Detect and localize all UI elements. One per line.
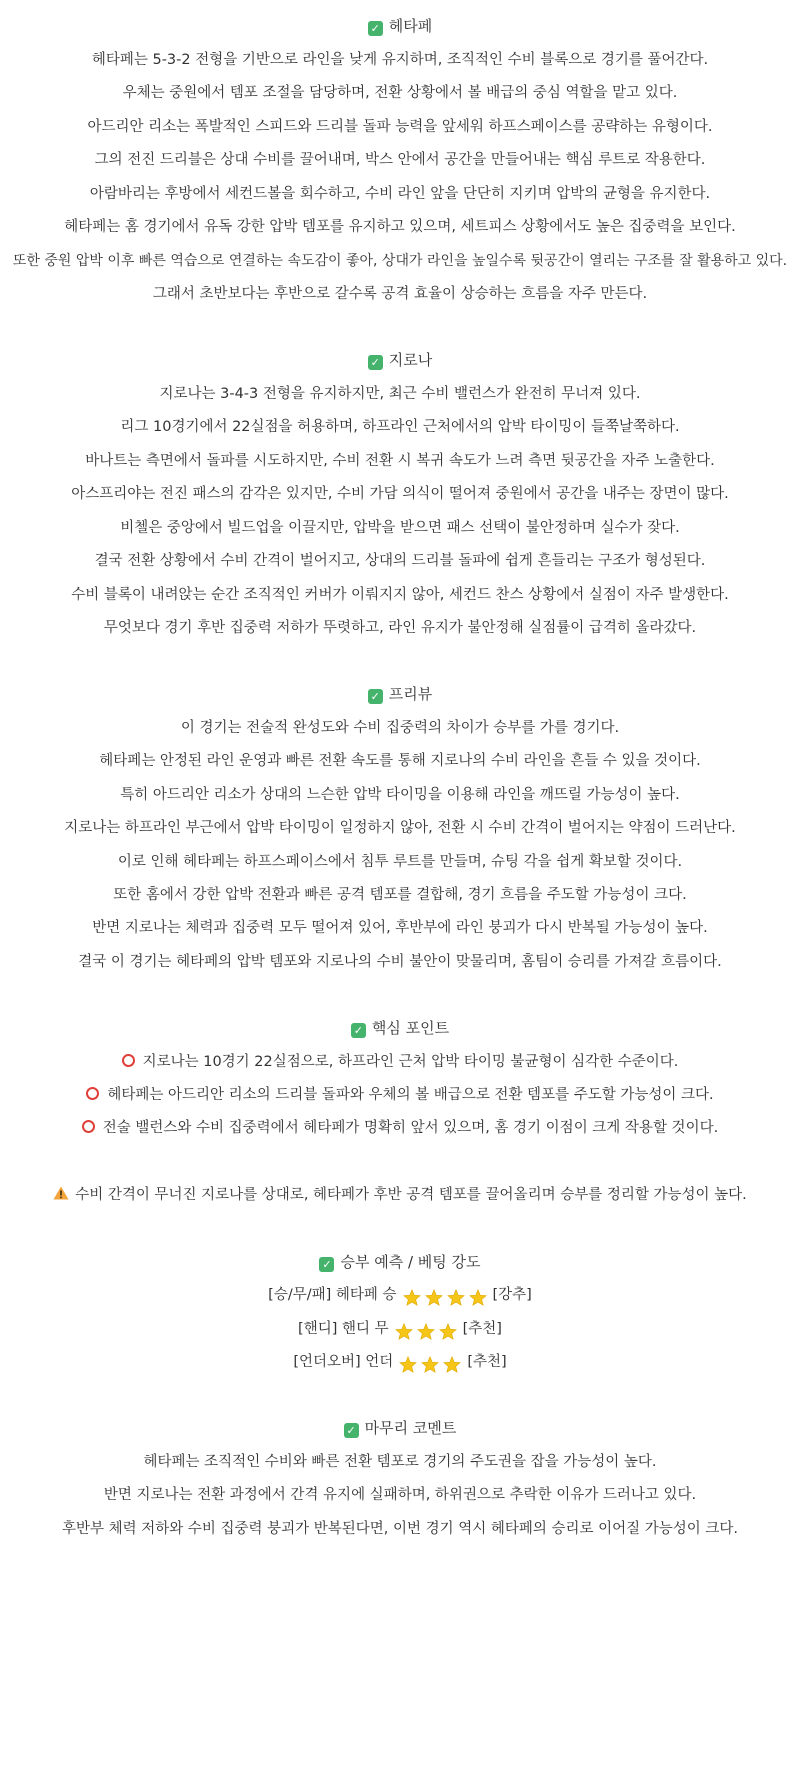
paragraph-line: 이 경기는 전술적 완성도와 수비 집중력의 차이가 승부를 가를 경기다. (180, 720, 620, 736)
paragraph-line: 아스프리야는 전진 패스의 감각은 있지만, 수비 가담 의식이 떨어져 중원에서 공간을 내주는 장면이 많다. (71, 486, 729, 502)
star-icon (403, 1289, 421, 1306)
star-icon (395, 1323, 413, 1340)
section-heading-hetafe (0, 16, 800, 36)
section-title: 프리뷰 (388, 685, 433, 703)
paragraph-line: 수비 블록이 내려앉는 순간 조직적인 커버가 이뤄지지 않아, 세컨드 찬스 상황에서 실점이 자주 발생한다. (71, 587, 729, 603)
key-point-text: 전술 밸런스와 수비 집중력에서 헤타페가 명확히 앞서 있으며, 홈 경기 이점이 크게 작용할 것이다. (102, 1120, 719, 1136)
section-title: 승부 예측 / 베팅 강도 (340, 1253, 481, 1271)
paragraph-line: 그의 전진 드리블은 상대 수비를 끌어내며, 박스 안에서 공간을 만들어내는 핵심 루트로 작용한다. (94, 152, 706, 168)
section-title: 헤타페 (388, 17, 433, 35)
star-icon (417, 1323, 435, 1340)
section-heading-key-points (0, 1018, 800, 1038)
bet-strength: [강추] (492, 1287, 532, 1303)
bet-label: [핸디] 핸디 무 (298, 1321, 389, 1337)
paragraph-line: 결국 전환 상황에서 수비 간격이 벌어지고, 상대의 드리블 돌파에 쉽게 흔들리는 구조가 형성된다. (94, 553, 706, 569)
bet-label: [승/무/패] 헤타페 승 (268, 1287, 397, 1303)
paragraph-line: 반면 지로나는 전환 과정에서 간격 유지에 실패하며, 하위권으로 추락한 이유가 드러나고 있다. (103, 1487, 697, 1503)
warning-note (0, 1185, 800, 1205)
paragraph-line: 아드리안 리소는 폭발적인 스피드와 드리블 돌파 능력을 앞세워 하프스페이스를 공략하는 유형이다. (87, 119, 713, 135)
star-rating (393, 1321, 459, 1341)
paragraph-line: 그래서 초반보다는 후반으로 갈수록 공격 효율이 상승하는 흐름을 자주 만든다. (152, 286, 648, 302)
star-icon (421, 1356, 439, 1373)
bet-strength: [추천] (467, 1354, 507, 1370)
paragraph-line: 특히 아드리안 리소가 상대의 느슨한 압박 타이밍을 이용해 라인을 깨뜨릴 가능성이 높다. (120, 787, 680, 803)
check-mark-icon: ✓ (344, 1423, 359, 1438)
check-mark-icon: ✓ (368, 21, 383, 36)
check-mark-icon: ✓ (368, 689, 383, 704)
warning-icon (53, 1186, 69, 1200)
section-title: 지로나 (388, 351, 433, 369)
star-icon (469, 1289, 487, 1306)
paragraph-line: 무엇보다 경기 후반 집중력 저하가 뚜렷하고, 라인 유지가 불안정해 실점률이 급격히 올라갔다. (103, 620, 697, 636)
paragraph-line: 또한 홈에서 강한 압박 전환과 빠른 공격 템포를 결합해, 경기 흐름을 주도할 가능성이 크다. (113, 887, 687, 903)
key-point-item (0, 1118, 800, 1138)
bet-line (0, 1285, 800, 1307)
key-point-text: 헤타페는 아드리안 리소의 드리블 돌파와 우체의 볼 배급으로 전환 템포를 주도할 가능성이 크다. (107, 1087, 714, 1103)
paragraph-line: 리그 10경기에서 22실점을 허용하며, 하프라인 근처에서의 압박 타이밍이 들쭉날쭉하다. (120, 419, 680, 435)
bet-strength: [추천] (462, 1321, 502, 1337)
paragraph-line: 우체는 중원에서 템포 조절을 담당하며, 전환 상황에서 볼 배급의 중심 역할을 맡고 있다. (122, 85, 678, 101)
key-point-text: 지로나는 10경기 22실점으로, 하프라인 근처 압박 타이밍 불균형이 심각한 수준이다. (142, 1054, 679, 1070)
star-rating (401, 1287, 489, 1307)
paragraph-line: 헤타페는 조직적인 수비와 빠른 전환 템포로 경기의 주도권을 잡을 가능성이 높다. (143, 1454, 657, 1470)
key-point-item (0, 1085, 800, 1105)
paragraph-line: 이로 인해 헤타페는 하프스페이스에서 침투 루트를 만들며, 슈팅 각을 쉽게 확보할 것이다. (117, 854, 683, 870)
check-mark-icon: ✓ (319, 1257, 334, 1272)
bet-line (0, 1352, 800, 1374)
red-circle-icon (82, 1120, 95, 1133)
paragraph-line: 후반부 체력 저하와 수비 집중력 붕괴가 반복된다면, 이번 경기 역시 헤타페의 승리로 이어질 가능성이 크다. (61, 1521, 739, 1537)
paragraph-line: 바나트는 측면에서 돌파를 시도하지만, 수비 전환 시 복귀 속도가 느려 측면 뒷공간을 자주 노출한다. (85, 453, 715, 469)
paragraph-line: 또한 중원 압박 이후 빠른 역습으로 연결하는 속도감이 좋아, 상대가 라인을 높일수록 뒷공간이 열리는 구조를 잘 활용하고 있다. (12, 253, 788, 269)
check-mark-icon: ✓ (368, 355, 383, 370)
section-title: 마무리 코멘트 (364, 1419, 457, 1437)
check-mark-icon: ✓ (351, 1023, 366, 1038)
star-icon (443, 1356, 461, 1373)
star-icon (447, 1289, 465, 1306)
paragraph-line: 비첼은 중앙에서 빌드업을 이끌지만, 압박을 받으면 패스 선택이 불안정하며 실수가 잦다. (120, 520, 680, 536)
key-point-item (0, 1052, 800, 1072)
paragraph-line: 아람바리는 후방에서 세컨드볼을 회수하고, 수비 라인 앞을 단단히 지키며 압박의 균형을 유지한다. (89, 186, 711, 202)
warning-text: 수비 간격이 무너진 지로나를 상대로, 헤타페가 후반 공격 템포를 끌어올리며 승부를 정리할 가능성이 높다. (75, 1187, 747, 1203)
paragraph-line: 헤타페는 5-3-2 전형을 기반으로 라인을 낮게 유지하며, 조직적인 수비 블록으로 경기를 풀어간다. (91, 52, 709, 68)
paragraph-line: 지로나는 하프라인 부근에서 압박 타이밍이 일정하지 않아, 전환 시 수비 간격이 벌어지는 약점이 드러난다. (64, 820, 736, 836)
section-heading-prediction (0, 1252, 800, 1272)
section-heading-preview (0, 684, 800, 704)
paragraph-line: 지로나는 3-4-3 전형을 유지하지만, 최근 수비 밸런스가 완전히 무너져 있다. (159, 386, 641, 402)
star-icon (439, 1323, 457, 1340)
section-title: 핵심 포인트 (371, 1019, 450, 1037)
star-icon (425, 1289, 443, 1306)
bet-line (0, 1319, 800, 1341)
section-heading-closing (0, 1418, 800, 1438)
red-circle-icon (122, 1054, 135, 1067)
paragraph-line: 반면 지로나는 체력과 집중력 모두 떨어져 있어, 후반부에 라인 붕괴가 다시 반복될 가능성이 높다. (92, 920, 708, 936)
section-heading-girona (0, 350, 800, 370)
paragraph-line: 헤타페는 홈 경기에서 유독 강한 압박 템포를 유지하고 있으며, 세트피스 상황에서도 높은 집중력을 보인다. (64, 219, 736, 235)
bet-label: [언더오버] 언더 (293, 1354, 394, 1370)
star-icon (399, 1356, 417, 1373)
paragraph-line: 결국 이 경기는 헤타페의 압박 템포와 지로나의 수비 불안이 맞물리며, 홈팀이 승리를 가져갈 흐름이다. (78, 954, 722, 970)
paragraph-line: 헤타페는 안정된 라인 운영과 빠른 전환 속도를 통해 지로나의 수비 라인을 흔들 수 있을 것이다. (99, 753, 701, 769)
star-rating (397, 1354, 463, 1374)
red-circle-icon (86, 1087, 99, 1100)
